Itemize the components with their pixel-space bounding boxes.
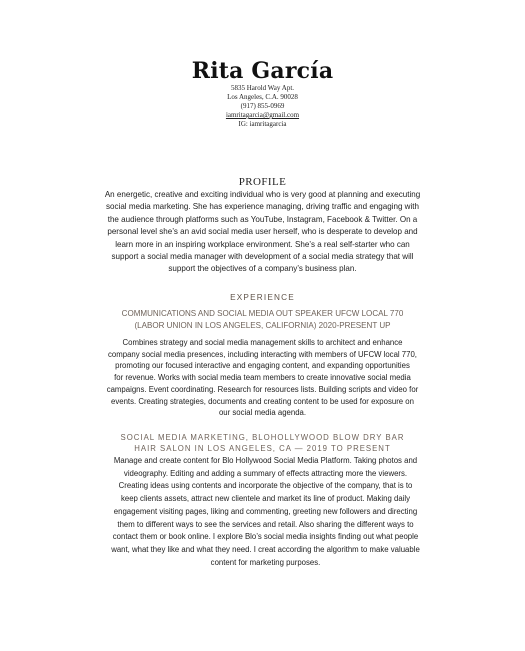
job-description-line: Creating ideas using contents and incorporate the objective of the company, that is to [118,481,413,491]
job-title-line: (LABOR UNION IN LOS ANGELES, CALIFORNIA) 2020-PRESENT UP [134,321,391,331]
job-description-line: keep clients assets, attract new clientele and market its line of product. Making daily [120,494,411,504]
profile-line: personal level she’s an avid social media user herself, who is desperate to develop and [107,227,418,237]
job-description-line: events. Creating strategies, documents and creating content to be used for exposure on [111,396,414,406]
profile-line: the audience through platforms such as YouTube, Instagram, Facebook & Twitter. On a [107,214,418,224]
profile-text [85,189,440,276]
job-description-line: Combines strategy and social media management skills to architect and enhance [122,338,403,347]
job-description-line: want, what they like and what they need. I creat according the algorithm to make valuable [111,544,420,554]
profile-line: learn more in an inspiring workplace environment. She’s a real self-starter who can [115,239,410,249]
job-description-line: Manage and create content for Blo Hollywood Social Media Platform. Taking photos and [113,456,418,465]
profile-line: An energetic, creative and exciting individual who is very good at planning and executing [104,190,421,199]
job-description-line: company social media presences, including interacting with members of UFCW local 770, [108,349,417,359]
instagram-handle: IG: iamritagarcia [238,120,287,128]
job-title-ufcw [60,308,465,332]
address-line-2: Los Angeles, C.A. 90028 [227,93,298,101]
profile-heading: PROFILE [238,176,287,188]
job-title-line: SOCIAL MEDIA MARKETING, BLOHOLLYWOOD BLOW DRY BAR [120,433,405,442]
email-link[interactable]: iamritagarcia@gmail.com [225,111,300,119]
profile-line: support a social media manager with development of a social media strategy that will [111,252,414,262]
profile-line: support the objectives of a company’s business plan. [168,264,357,274]
job-description-line: contact them or book online. I explore Blo’s social media insights finding out what people [112,532,419,542]
job-description-blohollywood [88,455,443,569]
experience-heading: EXPERIENCE [230,293,295,302]
job-description-line: our social media agenda. [218,408,307,418]
candidate-name: Rita García [191,58,334,84]
address-line-1: 5835 Harold Way Apt. [230,84,295,92]
job-description-line: promoting our focused interactive and engaging content, and expanding opportunities [115,361,410,371]
job-description-line: campaigns. Event coordinating. Research for resources lists. Building scripts and video for [106,384,419,394]
job-title-blohollywood [60,433,465,455]
job-description-line: videography. Editing and adding a summary of effects attracting more the viewers. [123,468,408,478]
job-description-line: for revenue. Works with social media team members to create innovative social media [114,373,411,383]
job-description-line: content for marketing purposes. [210,557,321,567]
profile-line: social media marketing. She has experience managing, driving traffic and engaging with [106,202,419,212]
job-description-ufcw [80,337,445,419]
job-title-line: HAIR SALON IN LOS ANGELES, CA — 2019 TO PRESENT [134,443,391,453]
phone-number: (917) 855-0969 [240,102,285,110]
job-title-line: COMMUNICATIONS AND SOCIAL MEDIA OUT SPEAKER UFCW LOCAL 770 [121,309,404,318]
job-description-line: them to different ways to see the services and retail. Also sharing the different ways to [117,519,414,529]
contact-block [0,84,525,129]
job-description-line: engagement visiting pages, liking and commenting, greeting new followers and directing [113,506,418,516]
